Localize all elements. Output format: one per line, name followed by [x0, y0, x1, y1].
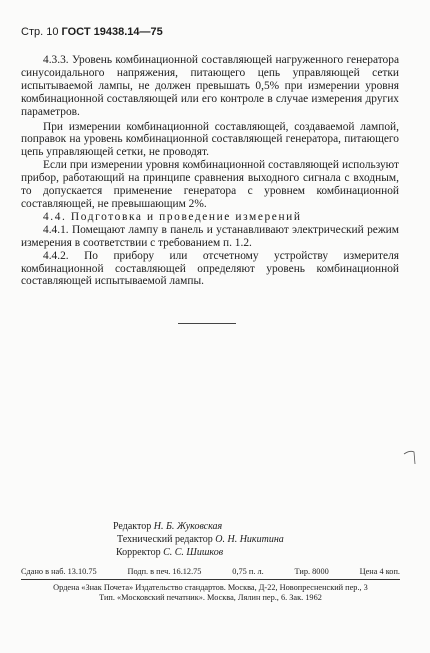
editor-label: Редактор — [113, 521, 152, 532]
imprint-block — [21, 567, 400, 603]
price: Цена 4 коп. — [359, 567, 400, 576]
paragraph-comparison-device: Если при измерении уровня комбинационной составляющей используют прибор, работающий на принципе сравнения выходного сигнала с входным, то допускается применение генератора с уровнем комбинационной составляющей, не превышающим 2%. — [21, 159, 399, 210]
sent-date: Сдано в наб. 13.10.75 — [21, 567, 97, 576]
editor-line — [113, 520, 353, 533]
document-body — [21, 54, 399, 288]
paragraph-4-4-1: 4.4.1. Помещают лампу в панель и устанавливают электрический режим измерения в соответствии с требованием п. 1.2. — [21, 223, 399, 249]
end-of-text-rule — [178, 323, 236, 324]
sheet-count: 0,75 п. л. — [232, 567, 264, 576]
tech-editor-line — [113, 533, 353, 546]
standard-code: ГОСТ 19438.14—75 — [61, 26, 163, 38]
corrector-line — [113, 546, 353, 559]
editor-name: Н. Б. Жуковская — [153, 521, 223, 532]
signed-date: Подп. в печ. 16.12.75 — [127, 567, 202, 576]
imprint-details — [21, 567, 400, 580]
tech-editor-name: О. Н. Никитина — [215, 534, 284, 545]
tech-editor-label: Технический редактор — [117, 534, 213, 545]
print-run: Тир. 8000 — [294, 567, 329, 576]
credits-block — [113, 520, 353, 559]
printer-line: Тип. «Московский печатник». Москва, Лялин пер., 6. Зак. 1962 — [99, 593, 322, 602]
page-header — [21, 26, 163, 38]
margin-mark — [402, 448, 418, 468]
section-heading-4-4: 4.4. Подготовка и проведение измерений — [43, 210, 302, 223]
paragraph-correction-note: При измерении комбинационной составляющей, создаваемой лампой, поправок на уровень комбинационной составляющей генератора, питающего цепь управляющей сетки, не проводят. — [21, 120, 399, 159]
paragraph-4-4-2: 4.4.2. По прибору или отсчетному устройству измерителя комбинационной составляющей определяют уровень комбинационной составляющей испытываемой лампы. — [21, 249, 399, 288]
corrector-label: Корректор — [116, 547, 161, 558]
paragraph-4-3-3: 4.3.3. Уровень комбинационной составляющей нагруженного генератора синусоидального напряжения, питающего цепь управляющей сетки испытываемой лампы, не должен превышать 0,5% при измерении уровня комбинационной составляющей или его контроле в случае измерения других параметров. — [21, 54, 399, 118]
corrector-name: С. С. Шишков — [163, 547, 224, 558]
page-number: Стр. 10 — [21, 26, 59, 38]
publisher-line: Ордена «Знак Почета» Издательство стандартов. Москва, Д-22, Новопресненский пер., 3 — [53, 583, 368, 592]
